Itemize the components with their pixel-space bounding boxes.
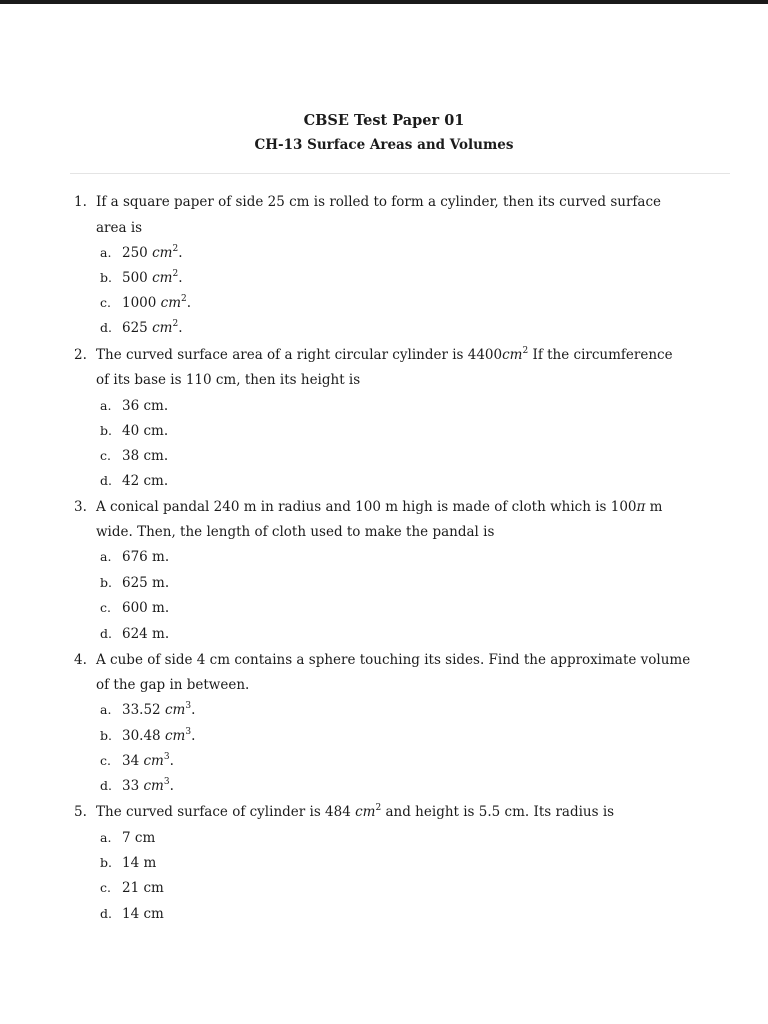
option-text: 33 $cm^3$. <box>122 777 174 794</box>
option-text: 625 $cm^2$. <box>122 319 183 336</box>
option-label: a. <box>100 245 112 260</box>
chapter-subtitle: CH-13 Surface Areas and Volumes <box>254 137 514 153</box>
question-text: The curved surface area of a right circular cylinder is $4400cm^2$ If the circumference <box>96 346 673 363</box>
question-text: A cube of side 4 cm contains a sphere touching its sides. Find the approximate volume <box>96 652 691 668</box>
option-label: b. <box>100 423 112 438</box>
question-text: of the gap in between. <box>96 677 250 693</box>
option-text: 34 $cm^3$. <box>122 752 174 769</box>
option-text: 250 $cm^2$. <box>122 244 183 261</box>
question-text: The curved surface of cylinder is 484 $cm^2$ and height is 5.5 cm. Its radius is <box>96 803 615 820</box>
option-label: c. <box>100 753 111 768</box>
option-label: a. <box>100 702 112 717</box>
option-label: a. <box>100 830 112 845</box>
option-text: 30.48 $cm^3$. <box>122 727 196 744</box>
option-text: 600 m. <box>122 600 170 616</box>
header-divider <box>70 173 730 174</box>
option-text: 625 m. <box>122 575 170 591</box>
option-text: 500 $cm^2$. <box>122 269 183 286</box>
question-text: If a square paper of side 25 cm is rolled to form a cylinder, then its curved surface <box>96 194 661 210</box>
option-text: 21 cm <box>122 880 164 896</box>
option-label: c. <box>100 600 111 615</box>
option-label: c. <box>100 880 111 895</box>
option-text: 14 m <box>122 855 157 871</box>
question-number: 5. <box>74 804 87 820</box>
option-label: d. <box>100 473 112 488</box>
question-text: area is <box>96 220 143 236</box>
option-label: c. <box>100 448 111 463</box>
option-text: 36 cm. <box>122 398 169 414</box>
option-text: 676 m. <box>122 549 170 565</box>
question-text: wide. Then, the length of cloth used to make the pandal is <box>96 524 495 540</box>
option-label: d. <box>100 626 112 641</box>
page-title: CBSE Test Paper 01 <box>303 112 465 129</box>
option-text: 33.52 $cm^3$. <box>122 701 196 718</box>
option-label: d. <box>100 320 112 335</box>
question-number: 1. <box>74 194 87 210</box>
option-text: 38 cm. <box>122 448 169 464</box>
option-label: b. <box>100 855 112 870</box>
option-label: d. <box>100 778 112 793</box>
option-text: 14 cm <box>122 906 164 922</box>
option-text: 1000 $cm^2$. <box>122 294 192 311</box>
option-label: b. <box>100 728 112 743</box>
question-text: A conical pandal 240 m in radius and 100 m high is made of cloth which is 100π m <box>96 499 663 515</box>
option-text: 624 m. <box>122 626 170 642</box>
option-text: 42 cm. <box>122 473 169 489</box>
option-text: 7 cm <box>122 830 156 846</box>
page-top-border <box>0 0 768 4</box>
option-label: d. <box>100 906 112 921</box>
question-text: of its base is 110 cm, then its height is <box>96 372 361 388</box>
option-label: b. <box>100 270 112 285</box>
option-label: a. <box>100 398 112 413</box>
question-number: 4. <box>74 652 87 668</box>
option-label: a. <box>100 549 112 564</box>
option-label: c. <box>100 295 111 310</box>
option-label: b. <box>100 575 112 590</box>
option-text: 40 cm. <box>122 423 169 439</box>
question-number: 2. <box>74 347 87 363</box>
question-number: 3. <box>74 499 87 515</box>
